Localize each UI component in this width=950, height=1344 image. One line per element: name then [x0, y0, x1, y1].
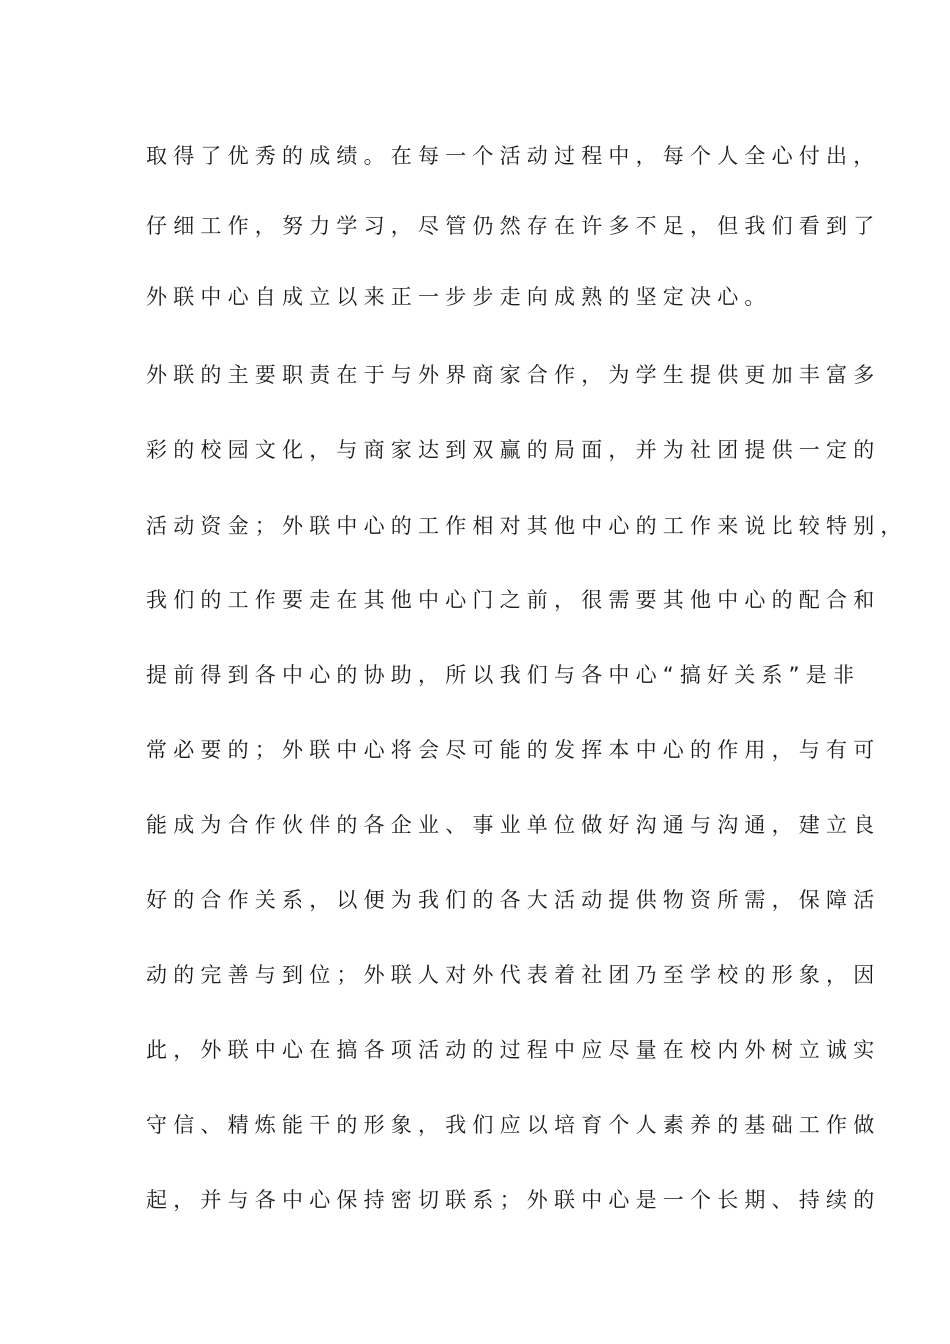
text-line: 好的合作关系，以便为我们的各大活动提供物资所需，保障活	[146, 888, 881, 912]
text-line: 提前得到各中心的协助，所以我们与各中心“搞好关系”是非	[146, 663, 861, 687]
text-line: 彩的校园文化，与商家达到双赢的局面，并为社团提供一定的	[146, 438, 881, 462]
text-line: 仔细工作，努力学习，尽管仍然存在许多不足，但我们看到了	[146, 214, 881, 238]
text-line: 能成为合作伙伴的各企业、事业单位做好沟通与沟通，建立良	[146, 813, 881, 837]
text-line: 外联中心自成立以来正一步步走向成熟的坚定决心。	[146, 285, 772, 309]
text-line: 守信、精炼能干的形象，我们应以培育个人素养的基础工作做	[146, 1113, 881, 1137]
text-line: 起，并与各中心保持密切联系；外联中心是一个长期、持续的	[146, 1188, 881, 1212]
text-line: 外联的主要职责在于与外界商家合作，为学生提供更加丰富多	[146, 363, 881, 387]
text-line: 活动资金；外联中心的工作相对其他中心的工作来说比较特别，	[146, 514, 908, 538]
text-line: 我们的工作要走在其他中心门之前，很需要其他中心的配合和	[146, 588, 881, 612]
text-line: 常必要的；外联中心将会尽可能的发挥本中心的作用，与有可	[146, 738, 881, 762]
text-line: 取得了优秀的成绩。在每一个活动过程中，每个人全心付出，	[146, 144, 881, 168]
text-line: 此，外联中心在搞各项活动的过程中应尽量在校内外树立诚实	[146, 1038, 881, 1062]
text-line: 动的完善与到位；外联人对外代表着社团乃至学校的形象，因	[146, 963, 881, 987]
